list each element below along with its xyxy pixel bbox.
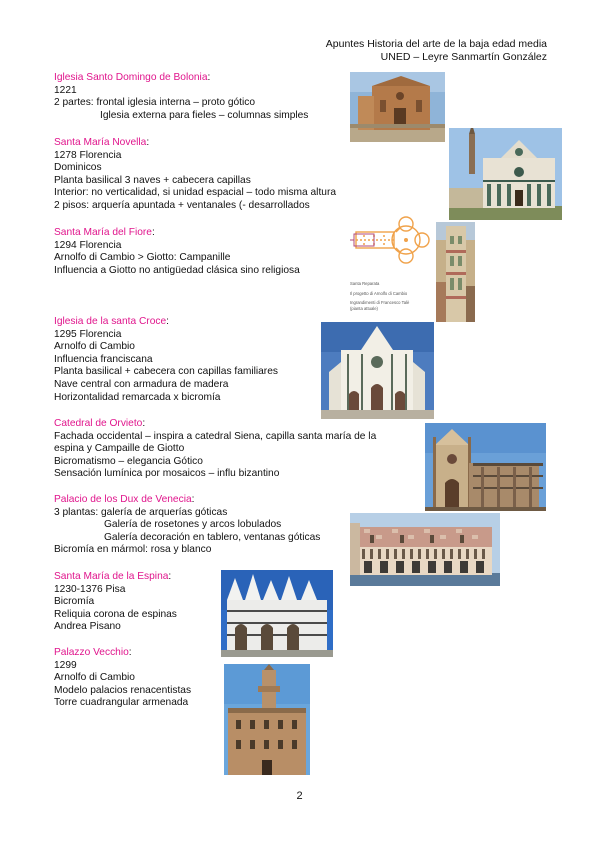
floor-plan-drawing — [350, 212, 435, 270]
section-title: Iglesia Santo Domingo de Bolonia — [54, 72, 208, 83]
section-palazzo-vecchio: Palazzo Vecchio: 1299 Arnolfo di Cambio Modelo palacios renacentistas Torre cuadrangular armenada — [54, 647, 192, 709]
section-line: Iglesia externa para fieles – columnas simples — [100, 109, 309, 121]
page-number: 2 — [296, 790, 303, 802]
section-title: Santa María de la Espina — [54, 571, 169, 582]
section-santa-maria-del-fiore: Santa María del Fiore: 1294 Florencia Arnolfo di Cambio > Giotto: Campanille Influencia a Giotto no antigüedad clásica sino religiosa — [54, 227, 300, 276]
palazzo-vecchio-photo — [224, 664, 310, 775]
header-course-title: Apuntes Historia del arte de la baja edad media — [325, 38, 547, 50]
section-title: Santa María Novella — [54, 137, 147, 148]
section-line: 1230-1376 Pisa — [54, 583, 126, 595]
section-line: Planta basilical 3 naves + cabecera capillas — [54, 174, 251, 186]
section-line: Bicromía en mármol: rosa y blanco — [54, 544, 212, 556]
section-line: Interior: no verticalidad, si unidad espacial – todo misma altura — [54, 187, 337, 199]
section-title: Iglesia de la santa Croce — [54, 316, 167, 327]
section-line: Reliquia corona de espinas — [54, 608, 177, 620]
section-santa-maria-novella: Santa María Novella: 1278 Florencia Dominicos Planta basilical 3 naves + cabecera capillas Interior: no verticalidad, si unidad espacial – todo misma altura 2 pisos: arquería apuntada + ventanales (- desarrollados — [54, 137, 337, 211]
page-header — [326, 38, 547, 64]
section-santa-maria-espina: Santa María de la Espina: 1230-1376 Pisa Bicromía Reliquia corona de espinas Andrea Pisano — [54, 571, 177, 633]
santa-maria-espina-photo — [221, 570, 333, 657]
section-line: Influencia a Giotto no antigüedad clásica sino religiosa — [54, 264, 300, 276]
section-line: Torre cuadrangular armenada — [54, 697, 189, 709]
section-line: 2 partes: frontal iglesia interna – proto gótico — [54, 97, 256, 109]
section-line: Arnolfo di Cambio > Giotto: Campanille — [54, 252, 231, 264]
section-line: Arnolfo di Cambio — [54, 672, 135, 684]
giotto-campanile-photo — [436, 222, 475, 322]
plan-caption-line: Ingrandimenti di Francesco Talè — [350, 300, 410, 306]
section-line: Nave central con armadura de madera — [54, 378, 229, 390]
plan-caption-line: Il progetto di Arnolfo di Cambio — [350, 290, 408, 296]
section-line: 1221 — [54, 84, 77, 96]
header-author: UNED – Leyre Sanmartín González — [380, 51, 547, 63]
plan-caption-line: Santa Reparata — [350, 281, 380, 286]
section-line: Fachada occidental – inspira a catedral Siena, capilla santa maría de la — [54, 430, 377, 442]
section-title: Palacio de los Dux de Venecia — [54, 494, 192, 505]
plan-caption — [350, 281, 435, 311]
section-line: 1295 Florencia — [54, 328, 122, 340]
section-line: 1299 — [54, 659, 77, 671]
section-line: Arnolfo di Cambio — [54, 341, 135, 353]
section-line: Galería decoración en tablero, ventanas góticas — [104, 531, 321, 543]
catedral-orvieto-photo — [425, 423, 546, 511]
section-palacio-dux: Palacio de los Dux de Venecia: 3 plantas: galería de arquerías góticas Galería de rosetones y arcos lobulados Galería decoración en tablero, ventanas góticas Bicromía en mármol: rosa y blanco — [54, 494, 321, 556]
section-line: Modelo palacios renacentistas — [54, 684, 192, 696]
section-title: Santa María del Fiore — [54, 227, 152, 238]
section-line: espina y Campaille de Giotto — [54, 443, 185, 455]
plan-caption-line: (pianta attuale) — [350, 305, 378, 311]
section-line: Galería de rosetones y arcos lobulados — [104, 519, 282, 531]
section-title: Palazzo Vecchio — [54, 647, 129, 658]
section-line: Andrea Pisano — [54, 621, 121, 633]
section-line: Influencia franciscana — [54, 353, 153, 365]
section-line: 1294 Florencia — [54, 239, 122, 251]
section-line: 1278 Florencia — [54, 149, 122, 161]
section-line: Bicromía — [54, 596, 95, 608]
santa-croce-photo — [321, 322, 434, 419]
section-line: 3 plantas: galería de arquerías góticas — [54, 506, 228, 518]
santa-maria-novella-photo — [449, 128, 562, 220]
palacio-dux-photo — [350, 513, 500, 586]
santa-maria-del-fiore-plan — [350, 212, 435, 312]
section-line: Horizontalidad remarcada x bicromía — [54, 391, 221, 403]
section-line: Dominicos — [54, 162, 102, 174]
santo-domingo-photo — [350, 72, 445, 142]
section-catedral-orvieto: Catedral de Orvieto: Fachada occidental – inspira a catedral Siena, capilla santa maría de la espina y Campaille de Giotto Bicromatismo – elegancia Gótico Sensación lumínica por mosaicos – influ bizantino — [54, 418, 377, 480]
section-title: Catedral de Orvieto — [54, 418, 143, 429]
section-santa-croce: Iglesia de la santa Croce: 1295 Florencia Arnolfo di Cambio Influencia franciscana Planta basilical + cabecera con capillas familiares Nave central con armadura de madera Horizontalidad remarcada x bicromía — [54, 316, 278, 403]
section-line: Planta basilical + cabecera con capillas familiares — [54, 366, 278, 378]
section-line: 2 pisos: arquería apuntada + ventanales (- desarrollados — [54, 199, 310, 211]
section-santo-domingo: Iglesia Santo Domingo de Bolonia: 1221 2 partes: frontal iglesia interna – proto gótico Iglesia externa para fieles – columnas simples — [54, 72, 309, 121]
section-line: Bicromatismo – elegancia Gótico — [54, 455, 203, 467]
section-line: Sensación lumínica por mosaicos – influ bizantino — [54, 468, 280, 480]
